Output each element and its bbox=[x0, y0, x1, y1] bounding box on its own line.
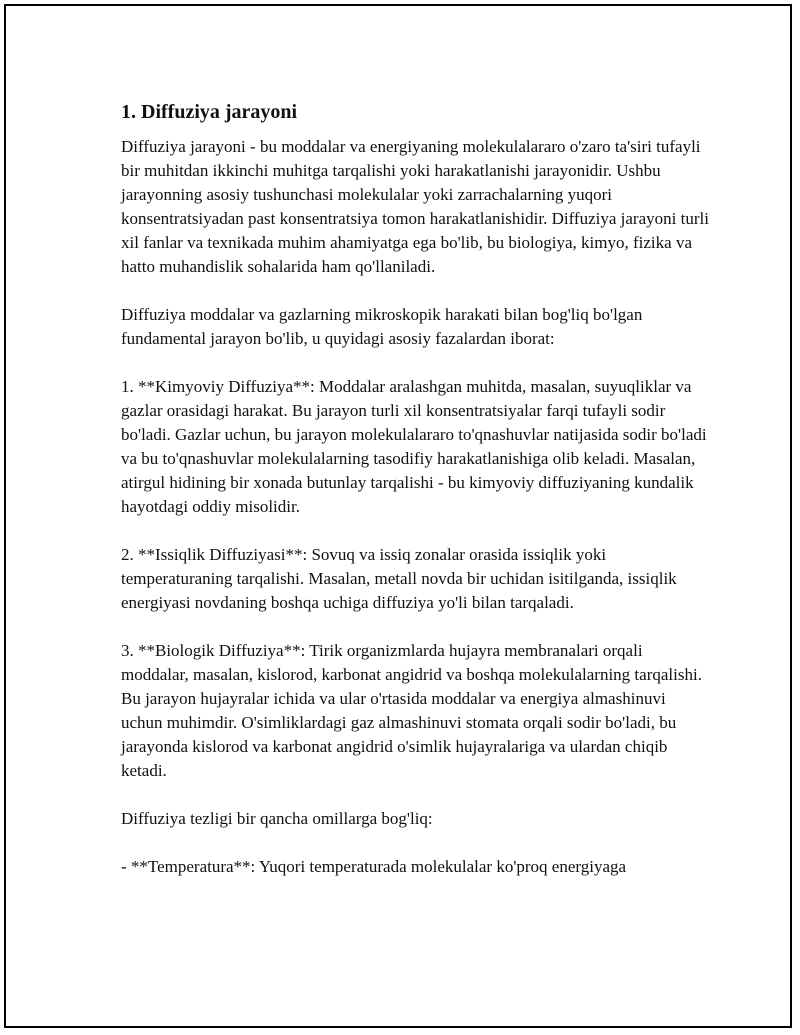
section-heading: 1. Diffuziya jarayoni bbox=[121, 101, 298, 123]
paragraph-biological-diffusion: 3. **Biologik Diffuziya**: Tirik organizmlarda hujayra membranalari orqali moddalar, masalan, kislorod, karbonat angidrid va boshqa molekulalarning tarqalishi. Bu jarayon hujayralar ichida va ular o'rtasida moddalar va energiya almashinuvi uchun muhimdir. O'simliklardagi gaz almashinuvi stomata orqali sodir bo'ladi, bu jarayonda kislorod va karbonat angidrid o'simlik hujayralariga va ulardan chiqib ketadi. bbox=[121, 641, 702, 780]
paragraph-temperature-item: - **Temperatura**: Yuqori temperaturada molekulalar ko'proq energiyaga bbox=[121, 857, 627, 876]
paragraph-chemical-diffusion: 1. **Kimyoviy Diffuziya**: Moddalar aralashgan muhitda, masalan, suyuqliklar va gazlar orasidagi harakat. Bu jarayon turli xil konsentratsiyalar farqi tufayli sodir bo'ladi. Gazlar uchun, bu jarayon molekulalararo to'qnashuvlar natijasida sodir bo'ladi va bu to'qnashuvlar molekulalarning tasodifiy harakatlanishiga olib keladi. Masalan, atirgul hidining bir xonada butunlay tarqalishi - bu kimyoviy diffuziyaning kundalik hayotdagi oddiy misolidir. bbox=[121, 377, 707, 516]
paragraph-phases-intro: Diffuziya moddalar va gazlarning mikroskopik harakati bilan bog'liq bo'lgan fundamental jarayon bo'lib, u quyidagi asosiy fazalardan iborat: bbox=[121, 305, 643, 348]
paragraph-rate-factors: Diffuziya tezligi bir qancha omillarga bog'liq: bbox=[121, 809, 433, 828]
paragraph-thermal-diffusion: 2. **Issiqlik Diffuziyasi**: Sovuq va issiq zonalar orasida issiqlik yoki temperaturaning tarqalishi. Masalan, metall novda bir uchidan isitilganda, issiqlik energiyasi novdaning boshqa uchiga diffuziya yo'li bilan tarqaladi. bbox=[121, 545, 677, 612]
page-frame bbox=[4, 4, 792, 1028]
paragraph-intro: Diffuziya jarayoni - bu moddalar va energiyaning molekulalararo o'zaro ta'siri tufayli bir muhitdan ikkinchi muhitga tarqalishi yoki harakatlanishi jarayonidir. Ushbu jarayonning asosiy tushunchasi molekulalar yoki zarrachalarning yuqori konsentratsiyadan past konsentratsiya tomon harakatlanishidir. Diffuziya jarayoni turli xil fanlar va texnikada muhim ahamiyatga ega bo'lib, bu biologiya, kimyo, fizika va hatto muhandislik sohalarida ham qo'llaniladi. bbox=[121, 137, 709, 276]
document-body bbox=[121, 99, 711, 879]
